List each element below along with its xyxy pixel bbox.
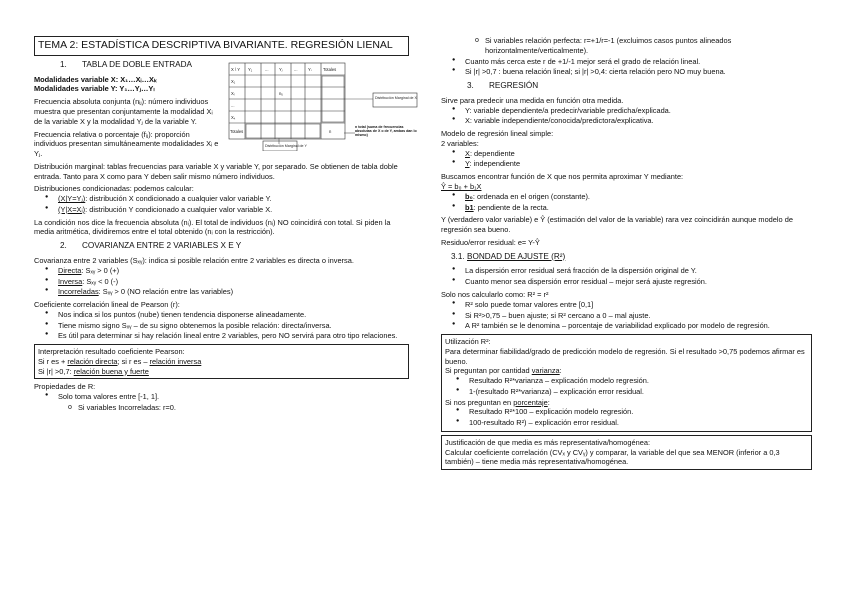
list-item: ● X: dependiente [441, 149, 812, 159]
fig-col-yl: Yₗ [308, 66, 312, 72]
props-list [34, 392, 409, 413]
box-paragraph: Para determinar fiabilidad/grado de predicción modelo de regresión. Si el resultado >0,75 podemos afirmar es bueno. [445, 346, 805, 366]
cov-list [34, 266, 409, 297]
list-item: ● Inversa: Sₓᵧ < 0 (-) [34, 277, 409, 287]
regression-formula: Ŷ = b₀ + b₁X [441, 182, 482, 192]
box-q1-list [445, 376, 808, 397]
pearson-interpretation-box [34, 344, 409, 379]
mod-x-text: Modalidades variable X: X₁…Xᵢ…Xₖ [34, 74, 158, 84]
fig-row-x1: X₁ [231, 78, 236, 84]
residuo-text: Residuo/error residual: e= Y-Ŷ [441, 237, 540, 247]
yhat-text: Y (verdadero valor variable) e Ŷ (estimación del valor de la variable) rara vez coincidirán aunque modelo de regresión sea bueno. [441, 215, 793, 235]
double-entry-table-svg [227, 61, 419, 151]
list-item: ● 1-(resultado R²*varianza) – explicación error residual. [445, 387, 808, 397]
cond-note-text: La condición nos dice la frecuencia absoluta (nᵢ). El total de individuos (nᵢ) NO coincidirá con total. Si piden la media aritmética, dividiremos entre el total obtenido (nᵢ con la restricción). [34, 217, 391, 237]
list-item: ● b₀: ordenada en el origen (constante). [441, 192, 812, 202]
cond-intro-text: Distribuciones condicionadas: podemos calcular: [34, 184, 194, 194]
box-title: Justificación de que media es más representativa/homogénea: [445, 437, 651, 447]
fig-callout-marginal-x: Distribución Marginal de X [375, 95, 417, 100]
freq-abs-text: Frecuencia absoluta conjunta (nᵢⱼ): número individuos muestra que presentan conjuntamente la modalidad Xᵢ de la variable X y la modalidad Yⱼ de la variable Y. [34, 97, 213, 126]
fig-col-y1: Y₁ [248, 66, 253, 72]
reg-list [441, 106, 812, 127]
fig-cell-n-total: n [329, 128, 332, 134]
calc-text: Solo nos calcularlo como: R² = r² [441, 289, 549, 299]
list-item: ● R² solo puede tomar valores entre [0,1] [441, 300, 812, 310]
list-item: ● Si R²>0,75 – buen ajuste; si R² cercano a 0 – mal ajuste. [441, 311, 812, 321]
list-item: ● La dispersión error residual será fracción de la dispersión original de Y. [441, 266, 812, 276]
sub-list-item: o Si variables relación perfecta: r=+1/r=-1 (excluimos casos puntos alineados horizontalmente/verticalmente). [441, 36, 812, 56]
list-item: ● A R² también se le denomina – porcentaje de variabilidad explicado por modelo de regresión. [441, 321, 812, 331]
list-item: ● Tiene mismo signo Sₓᵧ – de su signo obtenemos la posible relación: directa/inversa. [34, 321, 409, 331]
pearson-intro-text: Coeficiente correlación lineal de Pearson (r): [34, 300, 180, 310]
list-item: ● Cuanto más cerca este r de +1/-1 mejor será el grado de relación lineal. [441, 57, 812, 67]
fig-row-totales: Totales [230, 128, 244, 134]
list-item: ● 100-resultado R²) – explicación error residual. [445, 418, 808, 428]
box-paragraph: Calcular coeficiente correlación (CVₓ y CVᵧ) y comparar, la variable del que sea MENOR (inferior a 0,3 también) – tiene media más representativa/homogénea. [445, 447, 780, 467]
fig-col-yj: Yⱼ [279, 66, 283, 72]
right-column [441, 34, 812, 473]
fig-callout-total: n total (suma de frecuencias absolutas de X o de Y, ambas dan lo mismo) [355, 124, 417, 137]
justification-box [441, 435, 812, 470]
list-item: ● Resultado R²*100 – explicación modelo regresión. [445, 407, 808, 417]
section-1-heading: 1. TABLA DE DOBLE ENTRADA [60, 59, 192, 69]
pearson-continued-list [441, 36, 812, 77]
model-text: Modelo de regresión lineal simple: [441, 129, 554, 139]
cond-list [34, 194, 409, 215]
calc-list [441, 300, 812, 331]
fig-callout-marginal-y: Distribución Marginal de Y [265, 143, 307, 148]
cov-intro-text: Covarianza entre 2 variables (Sₓᵧ): indica si posible relación entre 2 variables es directa o inversa. [34, 256, 354, 265]
find-text: Buscamos encontrar función de X que nos permita aproximar Y mediante: [441, 172, 684, 182]
vars-text: 2 variables: [441, 138, 479, 148]
coef-list [441, 192, 812, 213]
svg-text:...: ... [231, 102, 235, 108]
list-item: ● Y: variable dependiente/a predecir/variable predicha/explicada. [441, 106, 812, 116]
list-item: ● Nos indica si los puntos (nube) tienen tendencia disponerse alineadamente. [34, 310, 409, 320]
fig-cell-nij: nᵢⱼ [279, 90, 283, 96]
box-q2-list [445, 407, 808, 428]
props-title-text: Propiedades de R: [34, 382, 96, 392]
sub-list-item: o Si variables Incorreladas: r=0. [34, 403, 409, 413]
list-item: ● Cuanto menor sea dispersión error residual – mejor será ajuste regresión. [441, 277, 812, 287]
fig-row-xk: Xₖ [231, 114, 236, 120]
list-item: ● b1: pendiente de la recta. [441, 203, 812, 213]
list-item: ● (Y|X=Xᵢ): distribución Y condicionado a cualquier valor variable X. [34, 205, 409, 215]
list-item: ● Y: independiente [441, 159, 812, 169]
section-3-heading: 3. REGRESIÓN [467, 81, 539, 91]
reg-intro-text: Sirve para predecir una medida en función otra medida. [441, 95, 624, 105]
vars-list [441, 149, 812, 170]
fig-col-totales: Totales [323, 66, 337, 72]
marginal-text: Distribución marginal: tablas frecuencias para variable X y variable Y, por separado. Se obtienen de tabla doble entrada. Tanto para X como para Y deben salir mismo número individuos. [34, 161, 398, 181]
list-item: ● Solo toma valores entre [-1, 1]. [34, 392, 409, 402]
freq-rel-text: Frecuencia relativa o porcentaje (fᵢⱼ): proporción individuos presentan simultáneamente modalidades Xᵢ e Yⱼ. [34, 129, 219, 159]
list-item: ● Directa: Sₓᵧ > 0 (+) [34, 266, 409, 276]
double-entry-table-figure [227, 61, 419, 151]
svg-text:...: ... [265, 66, 269, 72]
left-column [34, 34, 417, 416]
fig-corner-label: X \ Y [231, 66, 241, 72]
list-item: ● X: variable independiente/conocida/predictora/explicativa. [441, 116, 812, 126]
section-2-heading: 2. COVARIANZA ENTRE 2 VARIABLES X E Y [60, 241, 242, 251]
svg-text:...: ... [294, 66, 298, 72]
box-q2: Si nos preguntan en porcentaje: [445, 397, 550, 407]
document-title: TEMA 2: ESTADÍSTICA DESCRIPTIVA BIVARIANTE. REGRESIÓN LIENAL [34, 36, 409, 56]
box-q1: Si preguntan por cantidad varianza: [445, 366, 562, 376]
list-item: ● Resultado R²*varianza – explicación modelo regresión. [445, 376, 808, 386]
box-line-1: Si r es + relación directa; si r es – relación inversa [38, 356, 202, 366]
pearson-list [34, 310, 409, 341]
section-3-1-heading: 3.1. BONDAD DE AJUSTE (R²) [451, 251, 566, 261]
list-item: ● Incorreladas: Sₓᵧ > 0 (NO relación entre las variables) [34, 287, 409, 297]
box-line-2: Si |r| >0,7: relación buena y fuerte [38, 366, 149, 376]
fig-row-xi: Xᵢ [231, 90, 235, 96]
list-item: ● (X|Y=Yⱼ): distribución X condicionado a cualquier valor variable Y. [34, 194, 409, 204]
list-item: ● Si |r| >0,7 : buena relación lineal; si |r| >0,4: cierta relación pero NO muy buena. [441, 67, 812, 77]
box-title: Utilización R²: [445, 337, 491, 347]
r2-usage-box [441, 334, 812, 432]
box-title: Interpretación resultado coeficiente Pearson: [38, 347, 185, 357]
bondad-list [441, 266, 812, 287]
mod-y-text: Modalidades variable Y: Y₁…Yⱼ…Yₗ [34, 84, 155, 94]
list-item: ● Es útil para determinar si hay relación lineal entre 2 variables, pero NO servirá para otro tipo relaciones. [34, 331, 409, 341]
